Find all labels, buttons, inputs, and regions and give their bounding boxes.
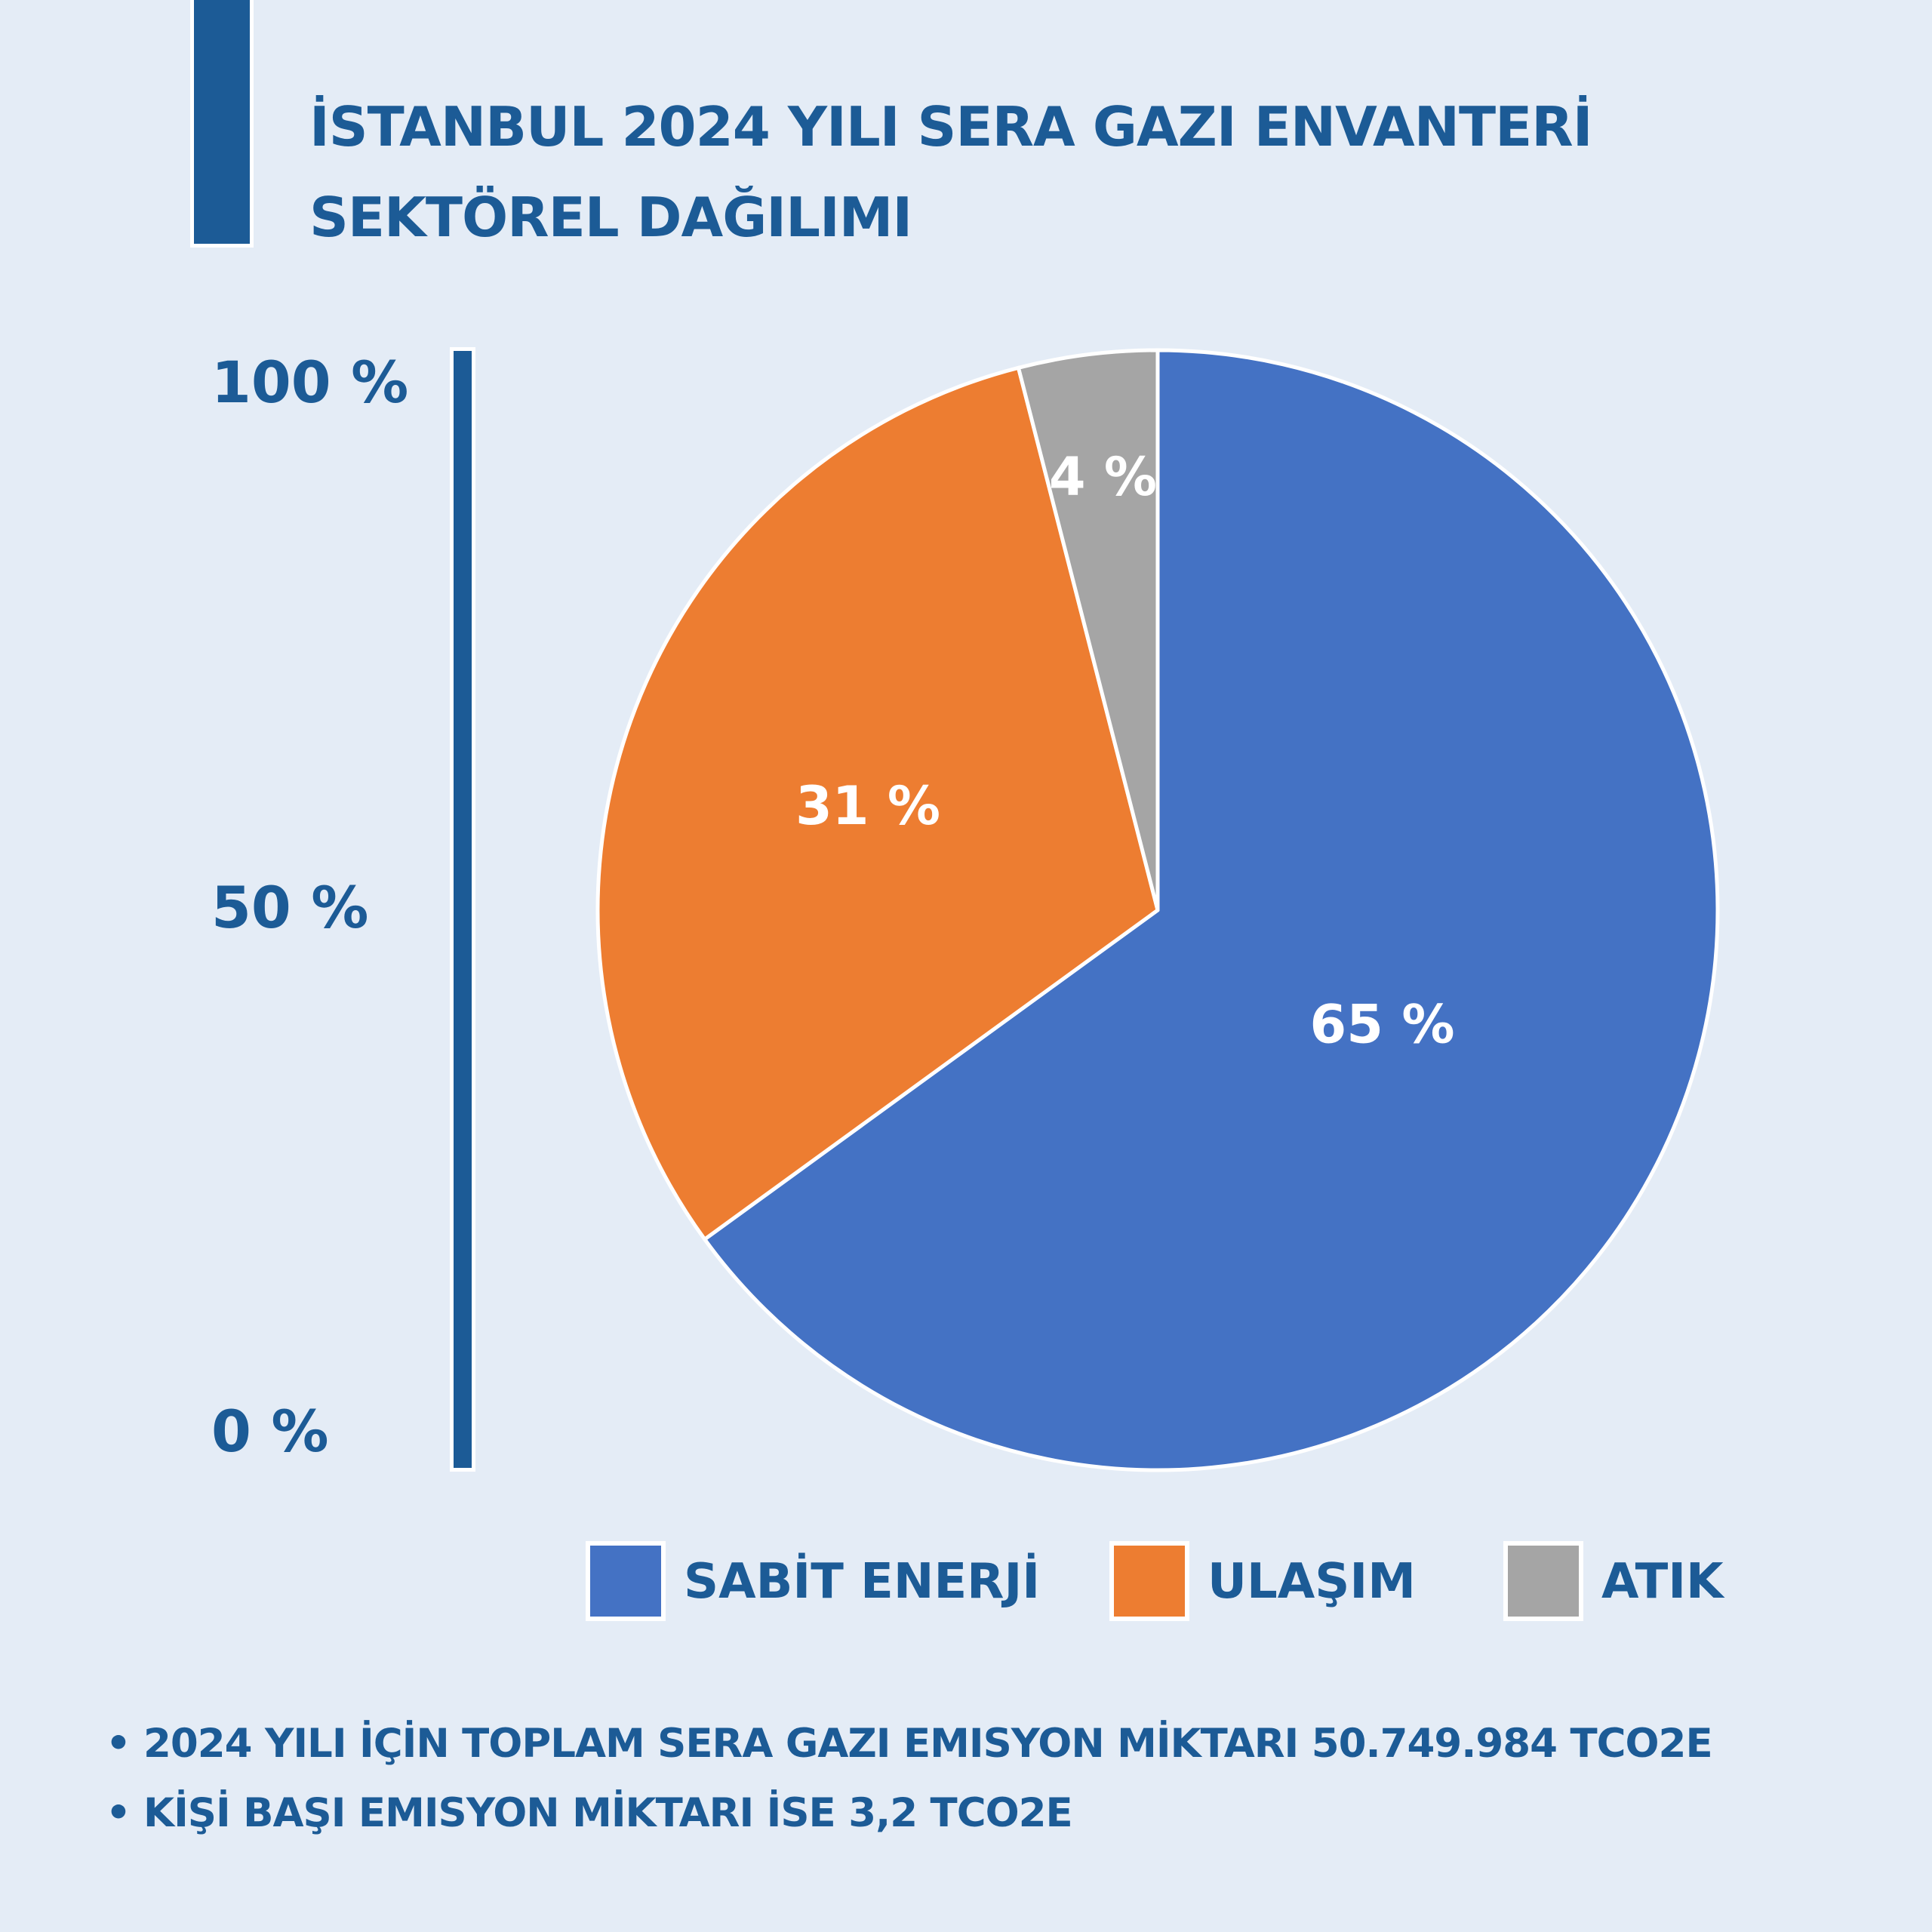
legend-swatch-ulasim [1109, 1541, 1189, 1621]
note-per-capita-emission [106, 1787, 1072, 1840]
legend-label-sabit-enerji: SABİT ENERJİ [684, 1554, 1041, 1610]
chart-title-line-1: İSTANBUL 2024 YILI SERA GAZI ENVANTERİ [309, 95, 1592, 158]
legend-label-ulasim: ULAŞIM [1208, 1554, 1416, 1610]
note-total-emission [106, 1718, 1712, 1770]
pie-slices [598, 350, 1718, 1470]
note-total-emission-text: 2024 YILI İÇİN TOPLAM SERA GAZI EMISYON MİKTARI 50.749.984 TCO2E [143, 1721, 1712, 1767]
legend-label-atik: ATIK [1601, 1554, 1724, 1610]
pie-label-sabit-enerji: 65 % [1309, 993, 1455, 1056]
scale-label-bottom: 0 % [211, 1398, 329, 1465]
bullet-icon: • [106, 1721, 131, 1767]
pie-label-ulasim: 31 % [795, 774, 940, 837]
chart-title-line-2: SEKTÖREL DAĞILIMI [309, 186, 912, 249]
scale-label-top: 100 % [211, 349, 409, 416]
legend-swatch-sabit-enerji [586, 1541, 666, 1621]
bullet-icon: • [106, 1790, 131, 1836]
legend-swatch-atik [1503, 1541, 1583, 1621]
pie-label-atik: 4 % [1048, 445, 1158, 508]
note-per-capita-emission-text: KİŞİ BAŞI EMISYON MİKTARI İSE 3,2 TCO2E [143, 1790, 1072, 1836]
scale-label-middle: 50 % [211, 874, 369, 941]
